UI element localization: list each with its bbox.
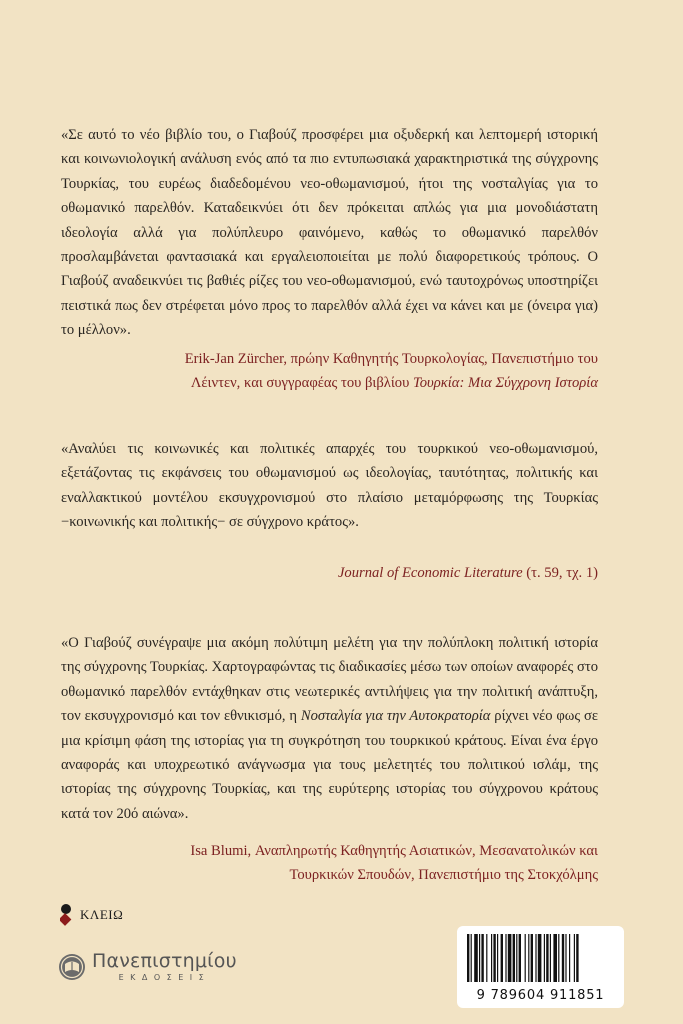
review-quote-3 <box>61 631 598 826</box>
publisher-name: Πανεπιστημίου <box>92 950 237 972</box>
attribution-line: Isa Blumi, Αναπληρωτής Καθηγητής Ασιατικών, Μεσανατολικών και <box>190 843 598 859</box>
attribution-line: Τουρκικών Σπουδών, Πανεπιστήμιο της Στοκχόλμης <box>289 867 598 884</box>
barcode-bars-icon <box>467 934 614 982</box>
journal-title: Journal of Economic Literature <box>337 565 523 581</box>
series-name: ΚΛΕΙΩ <box>80 907 124 922</box>
barcode <box>457 926 624 1008</box>
review-attribution-3 <box>38 839 598 888</box>
review-quote-2: «Αναλύει τις κοινωνικές και πολιτικές απαρχές του τουρκικού νεο-οθωμανισμού, εξετάζοντας τις εκφάνσεις του οθωμανισμού ως ιδεολογίας, ταυτότητας, πολιτικής και εναλλακτικού μοντέλου εκσυγχρονισμού στο πλαίσιο μεταμόρφωσης της Τουρκίας −κοινωνικής και πολιτικής− σε σύγχρονο κράτος». <box>61 441 598 531</box>
publisher-subtitle: ΕΚΔΟΣΕΙΣ <box>118 973 211 982</box>
publisher-logo <box>58 950 237 983</box>
review-attribution-1 <box>38 347 598 396</box>
series-logo <box>60 904 123 926</box>
quote-text: ρίχνει νέο φως σε μια κρίσιμη φάση της ιστορίας για τη συγκρότηση του τουρκικού κράτους. Είναι ένα έργο αναφοράς και υποχρεωτικό ανάγνωσμα για τους μελετητές του πολιτικού ισλάμ, της ιστορίας της σύγχρονης Τουρκίας, και της ευρύτερης ιστορίας του σύγχρονου κράτους κατά τον 20ό αιώνα». <box>61 708 598 822</box>
klei-emblem-icon <box>60 904 76 926</box>
attribution-line <box>38 371 598 395</box>
attribution-line: Erik-Jan Zürcher, πρώην Καθηγητής Τουρκολογίας, Πανεπιστήμιο του <box>184 351 598 367</box>
book-title: Τουρκία: Μια Σύγχρονη Ιστορία <box>412 375 598 392</box>
isbn-number: 9 789604 911851 <box>476 988 605 1003</box>
book-title: Νοσταλγία για την Αυτοκρατορία <box>300 708 491 725</box>
journal-issue: (τ. 59, τχ. 1) <box>522 565 598 581</box>
review-attribution-2 <box>38 561 598 585</box>
attribution-text: Λέιντεν, και συγγραφέας του βιβλίου <box>190 375 413 392</box>
review-quote-1: «Σε αυτό το νέο βιβλίο του, ο Γιαβούζ προσφέρει μια οξυδερκή και λεπτομερή ιστορική και κοινωνιολογική ανάλυση ενός από τα πιο εντυπωσιακά χαρακτηριστικά της σύγχρονης Τουρκίας, του ευρέως διαδεδομένου νεο-οθωμανισμού, ήτοι της νοσταλγίας για το οθωμανικό παρελθόν. Καταδεικνύει ότι δεν πρόκειται απλώς για μια μονοδιάστατη ιδεολογία αλλά για πολύπλευρο φαινόμενο, καθώς το οθωμανικό παρελθόν προσλαμβάνεται φαντασιακά και εργαλειοποιείται με πολύ διαφορετικούς τρόπους. Ο Γιαβούζ αναδεικνύει τις βαθιές ρίζες του νεο-οθωμανισμού, ενώ ταυτοχρόνως υποστηρίζει πειστικά πως δεν στρέφεται μόνο προς το παρελθόν αλλά έχει να κάνει και με (όνειρα για) το μέλλον». <box>61 127 598 339</box>
publisher-emblem-icon <box>58 953 86 981</box>
quote-text: «Ο Γιαβούζ συνέγραψε μια ακόμη πολύτιμη μελέτη για την πολύπλοκη πολιτική ιστορία της σύγχρονης Τουρκίας. Χαρτογραφώντας τις διαδικασίες μέσω των οποίων αναφορές στο οθωμανικό παρελθόν εντάχθηκαν στις νεωτερικές αντιλήψεις για την πολιτική ανάπτυξη, τον εκσυγχρονισμό και τον εθνικισμό, η <box>61 635 598 725</box>
